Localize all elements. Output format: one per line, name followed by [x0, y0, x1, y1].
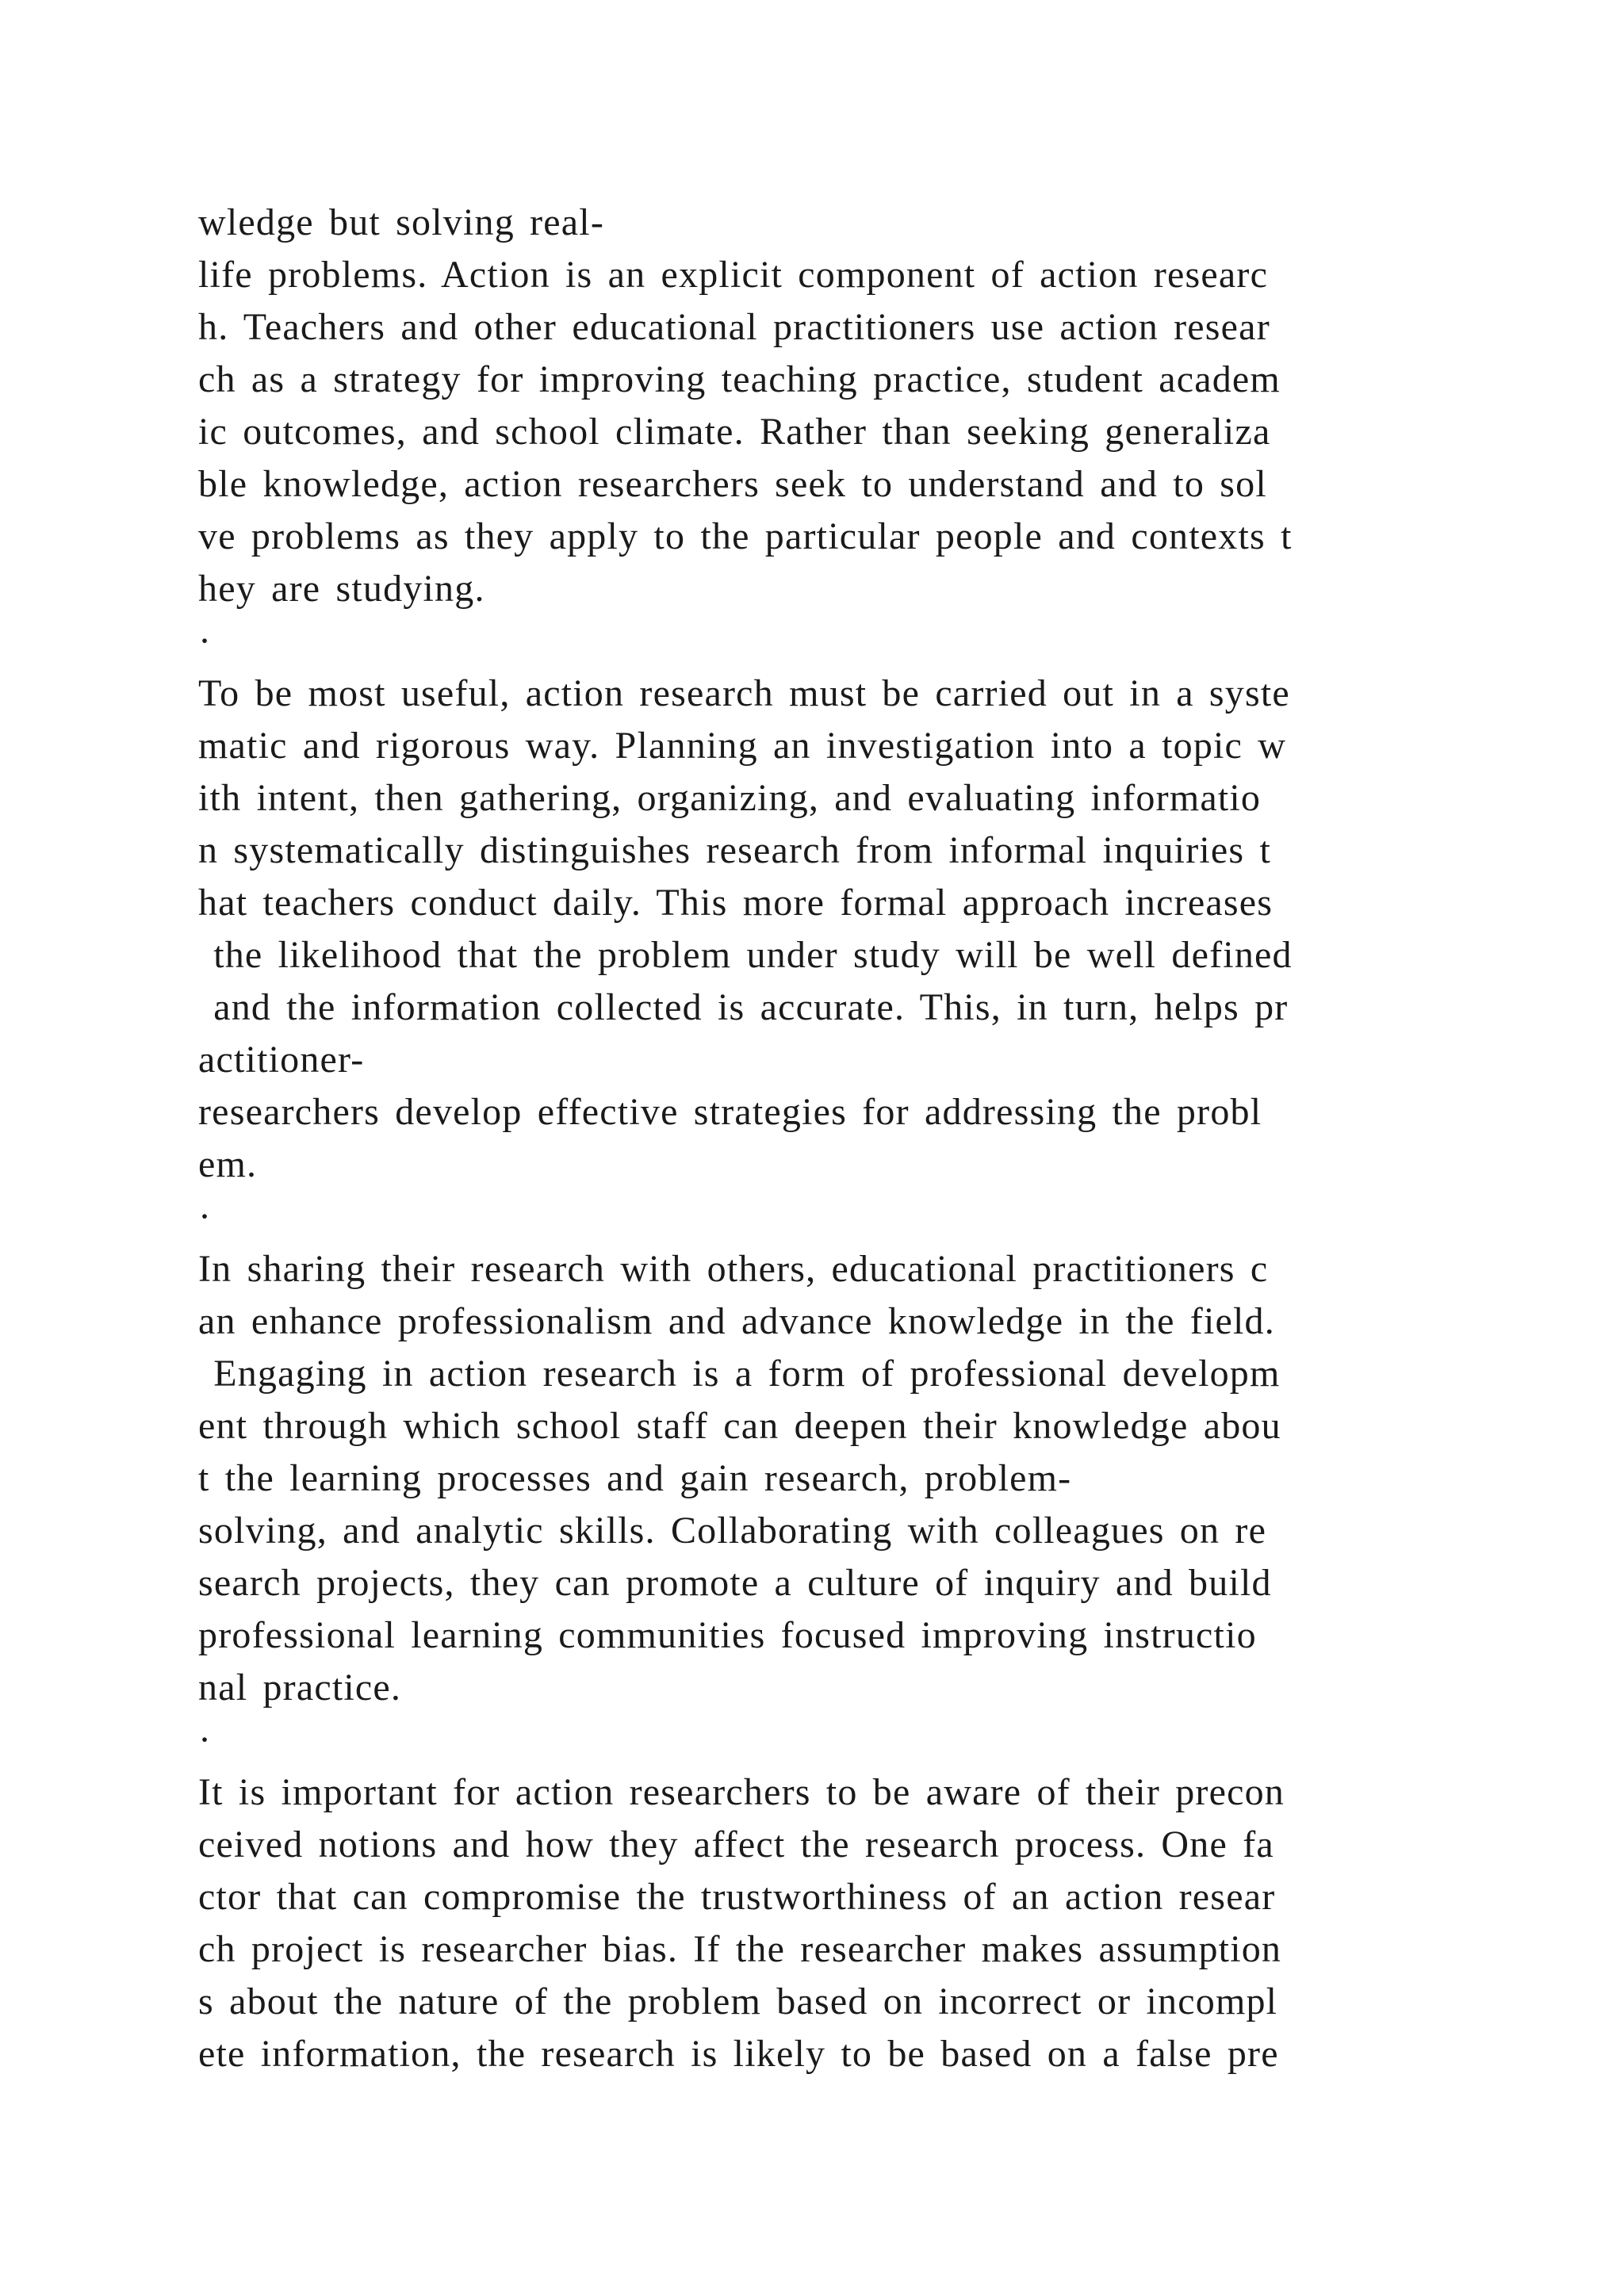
text-line: In sharing their research with others, educational practitioners c	[198, 1248, 1269, 1290]
text-line: ent through which school staff can deepen their knowledge abou	[198, 1405, 1281, 1447]
text-line: ch project is researcher bias. If the researcher makes assumption	[198, 1928, 1282, 1970]
bullet-separator: ·	[198, 1196, 213, 1238]
text-line: ble knowledge, action researchers seek to understand and to sol	[198, 463, 1267, 505]
text-line: em.	[198, 1143, 258, 1185]
text-line: ctor that can compromise the trustworthiness of an action resear	[198, 1876, 1276, 1918]
text-line: life problems. Action is an explicit component of action researc	[198, 254, 1269, 296]
text-line: t the learning processes and gain research, problem-	[198, 1457, 1072, 1499]
bullet-separator: ·	[198, 620, 213, 662]
text-line: ith intent, then gathering, organizing, and evaluating informatio	[198, 777, 1262, 819]
text-line: search projects, they can promote a culture of inquiry and build	[198, 1562, 1272, 1604]
text-line: wledge but solving real-	[198, 201, 605, 243]
text-line: researchers develop effective strategies for addressing the probl	[198, 1091, 1262, 1133]
text-line: ve problems as they apply to the particular people and contexts t	[198, 515, 1293, 557]
text-line: Engaging in action research is a form of professional developm	[198, 1353, 1281, 1395]
text-line: s about the nature of the problem based on incorrect or incompl	[198, 1980, 1278, 2022]
text-line: n systematically distinguishes research from informal inquiries t	[198, 829, 1272, 871]
text-line: solving, and analytic skills. Collaborating with colleagues on re	[198, 1510, 1267, 1552]
bullet-separator: ·	[198, 1719, 213, 1761]
text-line: ceived notions and how they affect the research process. One fa	[198, 1823, 1274, 1866]
text-line: nal practice.	[198, 1667, 402, 1709]
text-line: ch as a strategy for improving teaching practice, student academ	[198, 358, 1281, 400]
text-line: actitioner-	[198, 1039, 365, 1081]
text-line: the likelihood that the problem under study will be well defined	[198, 934, 1293, 976]
text-line: professional learning communities focused improving instructio	[198, 1614, 1257, 1656]
text-line: ete information, the research is likely to be based on a false pre	[198, 2033, 1279, 2075]
text-line: matic and rigorous way. Planning an investigation into a topic w	[198, 725, 1287, 767]
text-line: h. Teachers and other educational practitioners use action resear	[198, 306, 1270, 348]
text-line: ic outcomes, and school climate. Rather than seeking generaliza	[198, 411, 1271, 453]
text-line: hey are studying.	[198, 568, 485, 610]
text-line: an enhance professionalism and advance knowledge in the field.	[198, 1300, 1275, 1342]
text-line: It is important for action researchers to be aware of their precon	[198, 1771, 1285, 1813]
text-line: hat teachers conduct daily. This more formal approach increases	[198, 882, 1274, 924]
body-text	[198, 197, 1435, 2080]
text-line: and the information collected is accurate. This, in turn, helps pr	[198, 986, 1289, 1028]
text-line: To be most useful, action research must be carried out in a syste	[198, 672, 1290, 714]
